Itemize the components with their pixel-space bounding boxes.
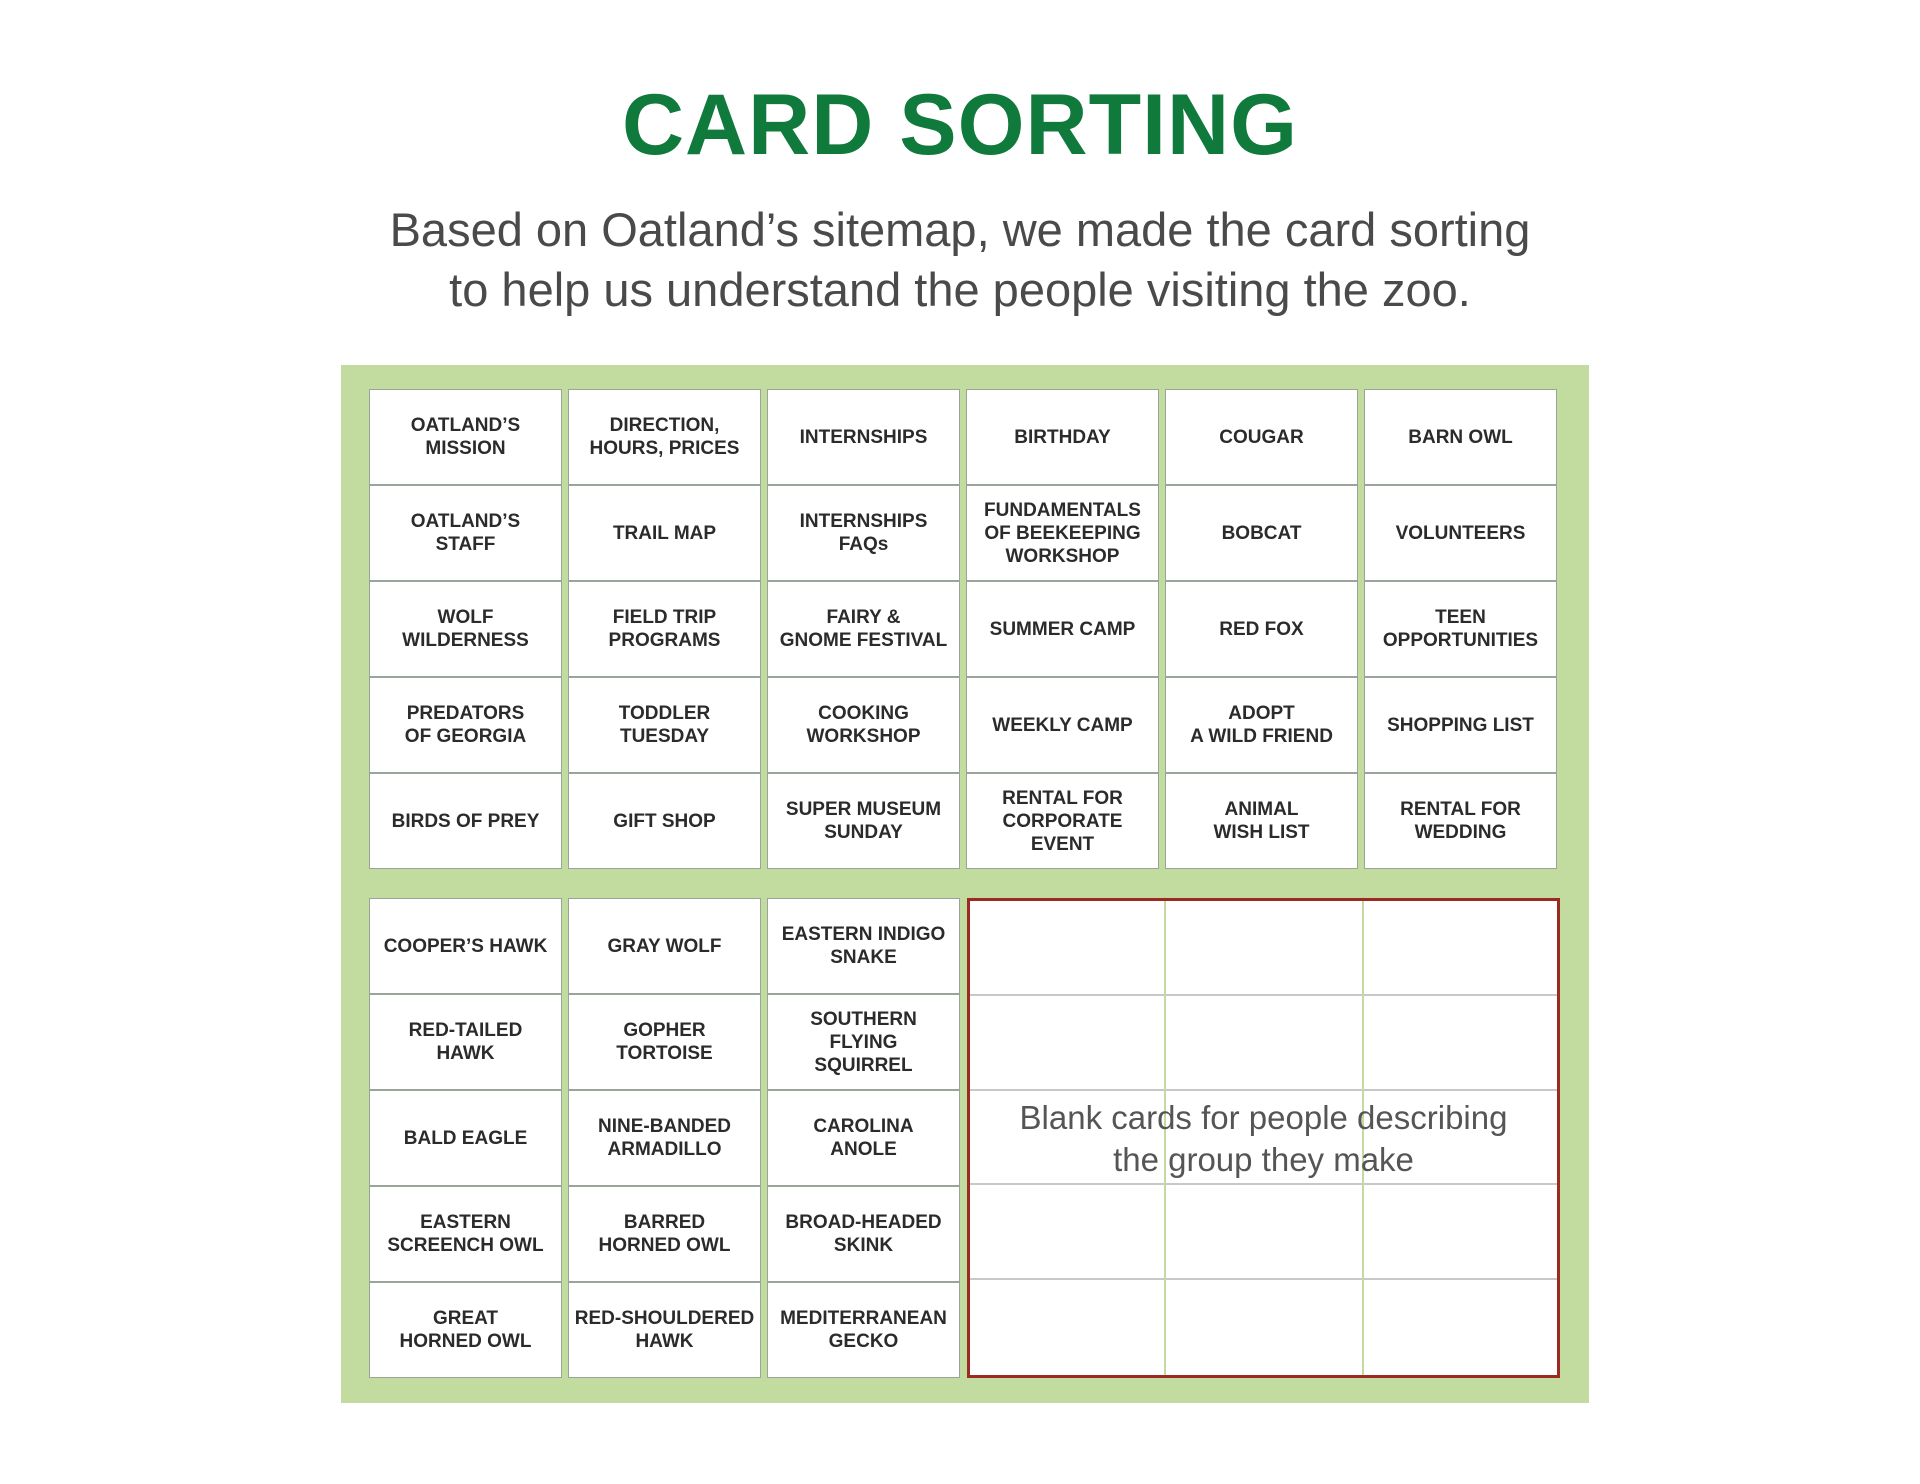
- blank-card[interactable]: [970, 1280, 1166, 1375]
- card[interactable]: RED-SHOULDERED HAWK: [568, 1282, 761, 1378]
- blank-note-line-1: Blank cards for people describing: [1019, 1099, 1508, 1136]
- card[interactable]: SOUTHERN FLYING SQUIRREL: [767, 994, 960, 1090]
- card[interactable]: BALD EAGLE: [369, 1090, 562, 1186]
- card[interactable]: DIRECTION, HOURS, PRICES: [568, 389, 761, 485]
- page-title: CARD SORTING: [621, 77, 1299, 173]
- card[interactable]: COOKING WORKSHOP: [767, 677, 960, 773]
- blank-card[interactable]: [1166, 1091, 1364, 1186]
- card[interactable]: RENTAL FOR CORPORATE EVENT: [966, 773, 1159, 869]
- blank-card[interactable]: [970, 1185, 1166, 1280]
- blank-note-line-2: the group they make: [1113, 1141, 1414, 1178]
- blank-card[interactable]: [1364, 1091, 1557, 1186]
- page-subtitle: [260, 200, 1660, 320]
- blank-card[interactable]: [1364, 901, 1557, 996]
- card[interactable]: COOPER’S HAWK: [369, 898, 562, 994]
- subtitle-line-2: to help us understand the people visiting the zoo.: [449, 263, 1471, 316]
- card[interactable]: MEDITERRANEAN GECKO: [767, 1282, 960, 1378]
- card[interactable]: EASTERN SCREENCH OWL: [369, 1186, 562, 1282]
- blank-card[interactable]: [1364, 1185, 1557, 1280]
- card[interactable]: NINE-BANDED ARMADILLO: [568, 1090, 761, 1186]
- card[interactable]: GOPHER TORTOISE: [568, 994, 761, 1090]
- card[interactable]: BOBCAT: [1165, 485, 1358, 581]
- card[interactable]: BROAD-HEADED SKINK: [767, 1186, 960, 1282]
- card[interactable]: SUMMER CAMP: [966, 581, 1159, 677]
- card[interactable]: INTERNSHIPS: [767, 389, 960, 485]
- card-grid-bottom: [369, 898, 960, 1378]
- subtitle-line-1: Based on Oatland’s sitemap, we made the card sorting: [389, 203, 1531, 256]
- blank-card[interactable]: [970, 901, 1166, 996]
- card[interactable]: TEEN OPPORTUNITIES: [1364, 581, 1557, 677]
- card[interactable]: PREDATORS OF GEORGIA: [369, 677, 562, 773]
- blank-card[interactable]: [1166, 996, 1364, 1091]
- card[interactable]: INTERNSHIPS FAQs: [767, 485, 960, 581]
- card[interactable]: BARN OWL: [1364, 389, 1557, 485]
- blank-card[interactable]: [1166, 1280, 1364, 1375]
- card[interactable]: BIRTHDAY: [966, 389, 1159, 485]
- card[interactable]: GRAY WOLF: [568, 898, 761, 994]
- blank-card[interactable]: [970, 996, 1166, 1091]
- card[interactable]: BIRDS OF PREY: [369, 773, 562, 869]
- card[interactable]: BARRED HORNED OWL: [568, 1186, 761, 1282]
- card[interactable]: TODDLER TUESDAY: [568, 677, 761, 773]
- blank-card[interactable]: [1166, 1185, 1364, 1280]
- card-grid-top: [369, 389, 1557, 869]
- card[interactable]: ADOPT A WILD FRIEND: [1165, 677, 1358, 773]
- card[interactable]: RED FOX: [1165, 581, 1358, 677]
- card[interactable]: SUPER MUSEUM SUNDAY: [767, 773, 960, 869]
- card[interactable]: FAIRY & GNOME FESTIVAL: [767, 581, 960, 677]
- card[interactable]: FIELD TRIP PROGRAMS: [568, 581, 761, 677]
- blank-card[interactable]: [1364, 996, 1557, 1091]
- card[interactable]: OATLAND’S STAFF: [369, 485, 562, 581]
- card[interactable]: TRAIL MAP: [568, 485, 761, 581]
- blank-cards-area: [967, 898, 1560, 1378]
- card[interactable]: WEEKLY CAMP: [966, 677, 1159, 773]
- card[interactable]: COUGAR: [1165, 389, 1358, 485]
- card[interactable]: SHOPPING LIST: [1364, 677, 1557, 773]
- card[interactable]: GREAT HORNED OWL: [369, 1282, 562, 1378]
- card[interactable]: VOLUNTEERS: [1364, 485, 1557, 581]
- card[interactable]: WOLF WILDERNESS: [369, 581, 562, 677]
- card[interactable]: CAROLINA ANOLE: [767, 1090, 960, 1186]
- blank-card[interactable]: [1364, 1280, 1557, 1375]
- card[interactable]: RENTAL FOR WEDDING: [1364, 773, 1557, 869]
- card[interactable]: GIFT SHOP: [568, 773, 761, 869]
- blank-card[interactable]: [970, 1091, 1166, 1186]
- card[interactable]: OATLAND’S MISSION: [369, 389, 562, 485]
- blank-card[interactable]: [1166, 901, 1364, 996]
- card[interactable]: EASTERN INDIGO SNAKE: [767, 898, 960, 994]
- card[interactable]: ANIMAL WISH LIST: [1165, 773, 1358, 869]
- card[interactable]: RED-TAILED HAWK: [369, 994, 562, 1090]
- card-board: [341, 365, 1589, 1403]
- card[interactable]: FUNDAMENTALS OF BEEKEEPING WORKSHOP: [966, 485, 1159, 581]
